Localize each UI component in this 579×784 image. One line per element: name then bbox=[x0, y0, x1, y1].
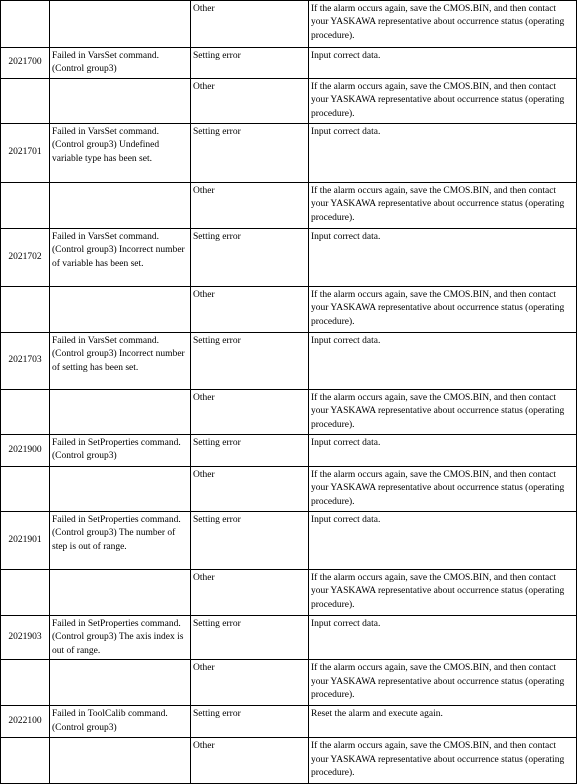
alarm-description: Failed in SetProperties command. (Control group3) bbox=[50, 435, 191, 467]
alarm-description bbox=[50, 390, 191, 435]
alarm-cause: Other bbox=[191, 390, 309, 435]
alarm-code bbox=[1, 79, 50, 124]
alarm-cause: Setting error bbox=[191, 333, 309, 390]
alarm-remedy: Input correct data. bbox=[309, 435, 577, 467]
alarm-code: 2021701 bbox=[1, 124, 50, 183]
alarm-remedy: Input correct data. bbox=[309, 124, 577, 183]
alarm-code bbox=[1, 738, 50, 784]
table-row bbox=[1, 48, 577, 79]
table-row bbox=[1, 79, 577, 124]
alarm-code bbox=[1, 467, 50, 512]
alarm-remedy: Input correct data. bbox=[309, 229, 577, 287]
alarm-code: 2021702 bbox=[1, 229, 50, 287]
table-row bbox=[1, 706, 577, 738]
alarm-description bbox=[50, 660, 191, 706]
alarm-cause: Other bbox=[191, 1, 309, 48]
table-row bbox=[1, 287, 577, 333]
alarm-remedy: Input correct data. bbox=[309, 48, 577, 79]
alarm-code bbox=[1, 660, 50, 706]
alarm-cause: Other bbox=[191, 570, 309, 616]
alarm-cause: Other bbox=[191, 183, 309, 229]
alarm-cause: Setting error bbox=[191, 435, 309, 467]
alarm-cause: Other bbox=[191, 287, 309, 333]
alarm-description bbox=[50, 287, 191, 333]
alarm-code: 2021700 bbox=[1, 48, 50, 79]
alarm-description bbox=[50, 183, 191, 229]
alarm-cause: Setting error bbox=[191, 229, 309, 287]
alarm-remedy: If the alarm occurs again, save the CMOS.BIN, and then contact your YASKAWA representative about occurrence status (operating procedure). bbox=[309, 287, 577, 333]
alarm-remedy: If the alarm occurs again, save the CMOS.BIN, and then contact your YASKAWA representative about occurrence status (operating procedure). bbox=[309, 1, 577, 48]
alarm-description: Failed in VarsSet command. (Control group3) bbox=[50, 48, 191, 79]
alarm-remedy: Reset the alarm and execute again. bbox=[309, 706, 577, 738]
table-row bbox=[1, 390, 577, 435]
alarm-remedy: If the alarm occurs again, save the CMOS.BIN, and then contact your YASKAWA representative about occurrence status (operating procedure). bbox=[309, 183, 577, 229]
table-row bbox=[1, 183, 577, 229]
alarm-cause: Other bbox=[191, 738, 309, 784]
table-row bbox=[1, 660, 577, 706]
alarm-remedy: If the alarm occurs again, save the CMOS.BIN, and then contact your YASKAWA representative about occurrence status (operating procedure). bbox=[309, 738, 577, 784]
alarm-cause: Setting error bbox=[191, 706, 309, 738]
alarm-remedy: Input correct data. bbox=[309, 616, 577, 660]
alarm-description: Failed in ToolCalib command. (Control group3) bbox=[50, 706, 191, 738]
alarm-remedy: If the alarm occurs again, save the CMOS.BIN, and then contact your YASKAWA representative about occurrence status (operating procedure). bbox=[309, 570, 577, 616]
table-row bbox=[1, 1, 577, 48]
table-row bbox=[1, 229, 577, 287]
alarm-cause: Other bbox=[191, 79, 309, 124]
table-row bbox=[1, 467, 577, 512]
alarm-code bbox=[1, 570, 50, 616]
alarm-code: 2022100 bbox=[1, 706, 50, 738]
alarm-remedy: If the alarm occurs again, save the CMOS.BIN, and then contact your YASKAWA representative about occurrence status (operating procedure). bbox=[309, 79, 577, 124]
alarm-cause: Setting error bbox=[191, 48, 309, 79]
alarm-code bbox=[1, 1, 50, 48]
alarm-description bbox=[50, 467, 191, 512]
alarm-description bbox=[50, 79, 191, 124]
alarm-remedy: If the alarm occurs again, save the CMOS.BIN, and then contact your YASKAWA representative about occurrence status (operating procedure). bbox=[309, 467, 577, 512]
alarm-code: 2021900 bbox=[1, 435, 50, 467]
table-row bbox=[1, 124, 577, 183]
table-row bbox=[1, 570, 577, 616]
table-row bbox=[1, 333, 577, 390]
alarm-description: Failed in VarsSet command. (Control group3) Incorrect number of variable has been set. bbox=[50, 229, 191, 287]
alarm-remedy: Input correct data. bbox=[309, 512, 577, 570]
alarm-description bbox=[50, 1, 191, 48]
alarm-table-body bbox=[1, 1, 577, 784]
alarm-cause: Setting error bbox=[191, 512, 309, 570]
alarm-remedy: Input correct data. bbox=[309, 333, 577, 390]
alarm-code: 2021903 bbox=[1, 616, 50, 660]
alarm-code: 2021901 bbox=[1, 512, 50, 570]
alarm-description bbox=[50, 570, 191, 616]
table-row bbox=[1, 616, 577, 660]
alarm-description: Failed in VarsSet command. (Control group3) Incorrect number of setting has been set. bbox=[50, 333, 191, 390]
table-row bbox=[1, 738, 577, 784]
alarm-remedy: If the alarm occurs again, save the CMOS.BIN, and then contact your YASKAWA representative about occurrence status (operating procedure). bbox=[309, 390, 577, 435]
alarm-cause: Other bbox=[191, 660, 309, 706]
alarm-code: 2021703 bbox=[1, 333, 50, 390]
alarm-cause: Setting error bbox=[191, 616, 309, 660]
alarm-cause: Setting error bbox=[191, 124, 309, 183]
alarm-code bbox=[1, 390, 50, 435]
alarm-description: Failed in VarsSet command. (Control group3) Undefined variable type has been set. bbox=[50, 124, 191, 183]
table-row bbox=[1, 512, 577, 570]
alarm-description: Failed in SetProperties command. (Control group3) The axis index is out of range. bbox=[50, 616, 191, 660]
alarm-code bbox=[1, 287, 50, 333]
table-row bbox=[1, 435, 577, 467]
alarm-code bbox=[1, 183, 50, 229]
alarm-description: Failed in SetProperties command. (Control group3) The number of step is out of range. bbox=[50, 512, 191, 570]
alarm-cause: Other bbox=[191, 467, 309, 512]
alarm-description bbox=[50, 738, 191, 784]
alarm-remedy: If the alarm occurs again, save the CMOS.BIN, and then contact your YASKAWA representative about occurrence status (operating procedure). bbox=[309, 660, 577, 706]
